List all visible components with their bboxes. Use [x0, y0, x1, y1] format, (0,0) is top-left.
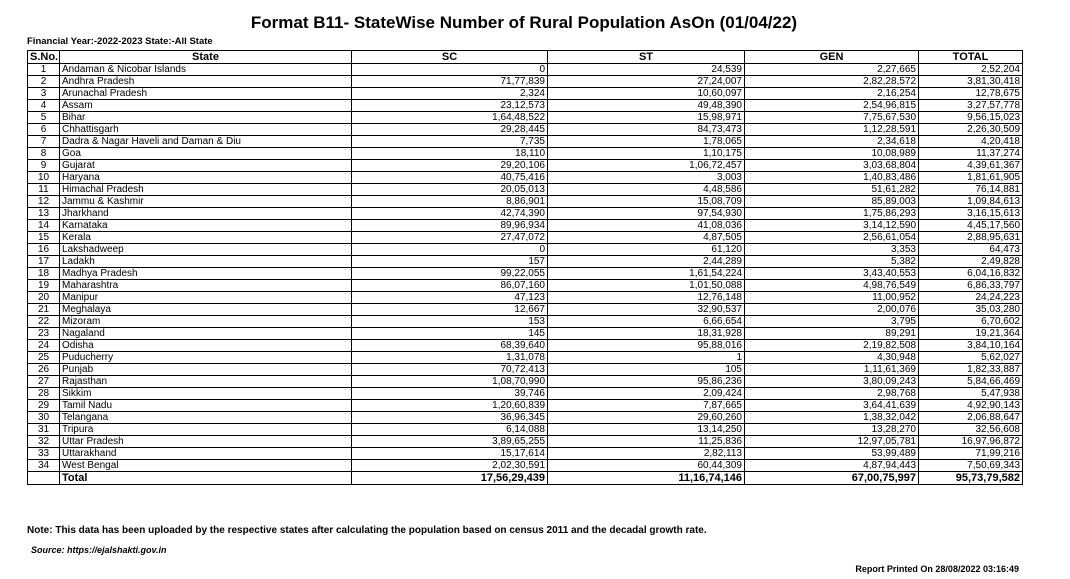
gen-cell: 1,38,32,042 [745, 412, 919, 424]
table-row [28, 424, 1023, 436]
report-printed-timestamp: Report Printed On 28/08/2022 03:16:49 [855, 564, 1019, 574]
sno-cell: 11 [28, 184, 60, 196]
sc-cell: 8,86,901 [352, 196, 548, 208]
gen-cell: 2,56,61,054 [745, 232, 919, 244]
gen-cell: 1,40,83,486 [745, 172, 919, 184]
sc-cell: 23,12,573 [352, 100, 548, 112]
table-row [28, 448, 1023, 460]
st-cell: 49,48,390 [548, 100, 745, 112]
sno-cell: 6 [28, 124, 60, 136]
sc-cell: 157 [352, 256, 548, 268]
sno-cell: 23 [28, 328, 60, 340]
sno-cell: 2 [28, 76, 60, 88]
table-row [28, 460, 1023, 472]
gen-cell: 7,75,67,530 [745, 112, 919, 124]
sc-cell: 39,746 [352, 388, 548, 400]
st-cell: 4,48,586 [548, 184, 745, 196]
st-cell: 32,90,537 [548, 304, 745, 316]
state-cell: Haryana [60, 172, 352, 184]
table-row [28, 124, 1023, 136]
st-cell: 1,61,54,224 [548, 268, 745, 280]
table-row [28, 304, 1023, 316]
table-header-row [28, 51, 1023, 64]
sno-cell: 34 [28, 460, 60, 472]
total-cell: 6,86,33,797 [919, 280, 1023, 292]
gen-cell: 2,98,768 [745, 388, 919, 400]
table-row [28, 76, 1023, 88]
sc-cell: 1,31,078 [352, 352, 548, 364]
state-cell: Karnataka [60, 220, 352, 232]
sno-cell: 30 [28, 412, 60, 424]
table-row [28, 184, 1023, 196]
total-cell: 4,20,418 [919, 136, 1023, 148]
table-row [28, 292, 1023, 304]
sc-cell: 99,22,055 [352, 268, 548, 280]
gen-cell: 4,87,94,443 [745, 460, 919, 472]
table-row [28, 64, 1023, 76]
st-cell: 61,120 [548, 244, 745, 256]
total-cell: 19,21,364 [919, 328, 1023, 340]
total-total-cell: 95,73,79,582 [919, 472, 1023, 485]
sc-cell: 0 [352, 244, 548, 256]
st-cell: 24,539 [548, 64, 745, 76]
st-cell: 27,24,007 [548, 76, 745, 88]
total-cell: 71,99,216 [919, 448, 1023, 460]
sno-cell: 17 [28, 256, 60, 268]
gen-cell: 4,98,76,549 [745, 280, 919, 292]
sno-cell: 22 [28, 316, 60, 328]
state-cell: Himachal Pradesh [60, 184, 352, 196]
state-cell: Puducherry [60, 352, 352, 364]
st-cell: 3,003 [548, 172, 745, 184]
gen-cell: 2,19,82,508 [745, 340, 919, 352]
sno-cell: 14 [28, 220, 60, 232]
sc-cell: 71,77,839 [352, 76, 548, 88]
gen-cell: 85,89,003 [745, 196, 919, 208]
table-row [28, 100, 1023, 112]
table-row [28, 316, 1023, 328]
state-cell: Ladakh [60, 256, 352, 268]
sno-cell: 18 [28, 268, 60, 280]
state-cell: Dadra & Nagar Haveli and Daman & Diu [60, 136, 352, 148]
gen-cell: 3,03,68,804 [745, 160, 919, 172]
sno-cell: 28 [28, 388, 60, 400]
st-cell: 15,98,971 [548, 112, 745, 124]
state-cell: Goa [60, 148, 352, 160]
st-cell: 13,14,250 [548, 424, 745, 436]
total-st-cell: 11,16,74,146 [548, 472, 745, 485]
report-source: Source: https://ejalshakti.gov.in [31, 545, 167, 555]
gen-cell: 2,82,28,572 [745, 76, 919, 88]
state-cell: Maharashtra [60, 280, 352, 292]
st-cell: 1,06,72,457 [548, 160, 745, 172]
total-cell: 64,473 [919, 244, 1023, 256]
sc-cell: 0 [352, 64, 548, 76]
sc-cell: 1,08,70,990 [352, 376, 548, 388]
sno-cell: 12 [28, 196, 60, 208]
state-cell: Odisha [60, 340, 352, 352]
total-cell: 2,26,30,509 [919, 124, 1023, 136]
sno-cell: 3 [28, 88, 60, 100]
sno-cell: 10 [28, 172, 60, 184]
total-cell: 7,50,69,343 [919, 460, 1023, 472]
table-row [28, 196, 1023, 208]
sc-cell: 145 [352, 328, 548, 340]
sno-cell: 5 [28, 112, 60, 124]
sc-cell: 68,39,640 [352, 340, 548, 352]
total-cell: 3,16,15,613 [919, 208, 1023, 220]
sno-cell: 31 [28, 424, 60, 436]
sno-cell: 7 [28, 136, 60, 148]
total-cell: 24,24,223 [919, 292, 1023, 304]
table-total-row [28, 472, 1023, 485]
total-cell: 32,56,608 [919, 424, 1023, 436]
st-cell: 95,88,016 [548, 340, 745, 352]
sc-cell: 1,64,48,522 [352, 112, 548, 124]
table-row [28, 136, 1023, 148]
gen-cell: 3,64,41,639 [745, 400, 919, 412]
total-cell: 16,97,96,872 [919, 436, 1023, 448]
state-cell: Tamil Nadu [60, 400, 352, 412]
state-cell: Gujarat [60, 160, 352, 172]
table-row [28, 364, 1023, 376]
sc-cell: 86,07,160 [352, 280, 548, 292]
total-cell: 6,04,16,832 [919, 268, 1023, 280]
st-cell: 2,09,424 [548, 388, 745, 400]
total-label-cell: Total [60, 472, 352, 485]
total-cell: 12,78,675 [919, 88, 1023, 100]
state-cell: Mizoram [60, 316, 352, 328]
total-cell: 2,49,828 [919, 256, 1023, 268]
gen-cell: 3,353 [745, 244, 919, 256]
state-cell: Chhattisgarh [60, 124, 352, 136]
state-cell: Rajasthan [60, 376, 352, 388]
sno-cell: 24 [28, 340, 60, 352]
table-row [28, 112, 1023, 124]
state-cell: Manipur [60, 292, 352, 304]
sno-cell: 9 [28, 160, 60, 172]
sc-cell: 1,20,60,839 [352, 400, 548, 412]
sno-cell: 25 [28, 352, 60, 364]
state-cell: Assam [60, 100, 352, 112]
sc-cell: 15,17,614 [352, 448, 548, 460]
report-title: Format B11- StateWise Number of Rural Population AsOn (01/04/22) [250, 13, 798, 32]
total-cell: 76,14,881 [919, 184, 1023, 196]
sno-cell: 4 [28, 100, 60, 112]
st-cell: 1,78,065 [548, 136, 745, 148]
gen-cell: 1,12,28,591 [745, 124, 919, 136]
sc-cell: 27,47,072 [352, 232, 548, 244]
header-gen: GEN [745, 51, 919, 64]
st-cell: 105 [548, 364, 745, 376]
sc-cell: 12,667 [352, 304, 548, 316]
sno-cell: 16 [28, 244, 60, 256]
state-cell: Nagaland [60, 328, 352, 340]
st-cell: 4,87,505 [548, 232, 745, 244]
total-cell: 3,27,57,778 [919, 100, 1023, 112]
total-cell: 5,62,027 [919, 352, 1023, 364]
state-cell: Uttar Pradesh [60, 436, 352, 448]
total-cell: 3,81,30,418 [919, 76, 1023, 88]
st-cell: 6,66,654 [548, 316, 745, 328]
state-cell: Kerala [60, 232, 352, 244]
st-cell: 95,86,236 [548, 376, 745, 388]
gen-cell: 89,291 [745, 328, 919, 340]
gen-cell: 2,54,96,815 [745, 100, 919, 112]
header-state: State [60, 51, 352, 64]
header-st: ST [548, 51, 745, 64]
state-cell: West Bengal [60, 460, 352, 472]
sc-cell: 6,14,088 [352, 424, 548, 436]
total-sc-cell: 17,56,29,439 [352, 472, 548, 485]
sc-cell: 20,05,013 [352, 184, 548, 196]
st-cell: 1 [548, 352, 745, 364]
table-row [28, 280, 1023, 292]
total-cell: 6,70,602 [919, 316, 1023, 328]
table-row [28, 436, 1023, 448]
table-row [28, 268, 1023, 280]
gen-cell: 3,80,09,243 [745, 376, 919, 388]
table-row [28, 88, 1023, 100]
sc-cell: 18,110 [352, 148, 548, 160]
st-cell: 12,76,148 [548, 292, 745, 304]
gen-cell: 2,00,076 [745, 304, 919, 316]
sno-cell: 19 [28, 280, 60, 292]
sc-cell: 2,324 [352, 88, 548, 100]
table-row [28, 208, 1023, 220]
st-cell: 2,44,289 [548, 256, 745, 268]
st-cell: 11,25,836 [548, 436, 745, 448]
total-cell: 4,92,90,143 [919, 400, 1023, 412]
population-table [27, 50, 1023, 485]
sc-cell: 47,123 [352, 292, 548, 304]
total-cell: 2,06,88,647 [919, 412, 1023, 424]
total-cell: 1,82,33,887 [919, 364, 1023, 376]
sc-cell: 7,735 [352, 136, 548, 148]
state-cell: Uttarakhand [60, 448, 352, 460]
table-row [28, 412, 1023, 424]
sno-cell: 20 [28, 292, 60, 304]
total-cell: 3,84,10,164 [919, 340, 1023, 352]
total-cell: 4,39,61,367 [919, 160, 1023, 172]
sc-cell: 89,96,934 [352, 220, 548, 232]
total-cell: 2,88,95,631 [919, 232, 1023, 244]
gen-cell: 12,97,05,781 [745, 436, 919, 448]
gen-cell: 5,382 [745, 256, 919, 268]
total-cell: 11,37,274 [919, 148, 1023, 160]
sno-cell: 21 [28, 304, 60, 316]
sno-cell: 1 [28, 64, 60, 76]
total-gen-cell: 67,00,75,997 [745, 472, 919, 485]
sno-cell: 29 [28, 400, 60, 412]
gen-cell: 3,43,40,553 [745, 268, 919, 280]
table-row [28, 376, 1023, 388]
gen-cell: 2,34,618 [745, 136, 919, 148]
total-cell: 5,47,938 [919, 388, 1023, 400]
state-cell: Andhra Pradesh [60, 76, 352, 88]
sno-cell: 33 [28, 448, 60, 460]
st-cell: 41,08,036 [548, 220, 745, 232]
sc-cell: 29,28,445 [352, 124, 548, 136]
total-cell: 1,09,84,613 [919, 196, 1023, 208]
gen-cell: 1,11,61,369 [745, 364, 919, 376]
table-row [28, 352, 1023, 364]
total-cell: 1,81,61,905 [919, 172, 1023, 184]
gen-cell: 13,28,270 [745, 424, 919, 436]
sno-cell: 8 [28, 148, 60, 160]
state-cell: Lakshadweep [60, 244, 352, 256]
gen-cell: 2,27,665 [745, 64, 919, 76]
sc-cell: 42,74,390 [352, 208, 548, 220]
total-cell: 5,84,66,469 [919, 376, 1023, 388]
sno-cell: 27 [28, 376, 60, 388]
total-cell: 9,56,15,023 [919, 112, 1023, 124]
report-note: Note: This data has been uploaded by the respective states after calculating the population based on census 2011 and the decadal growth rate. [27, 525, 707, 536]
sc-cell: 153 [352, 316, 548, 328]
table-row [28, 232, 1023, 244]
total-cell: 35,03,280 [919, 304, 1023, 316]
gen-cell: 2,16,254 [745, 88, 919, 100]
header-total: TOTAL [919, 51, 1023, 64]
st-cell: 1,01,50,088 [548, 280, 745, 292]
gen-cell: 4,30,948 [745, 352, 919, 364]
gen-cell: 11,00,952 [745, 292, 919, 304]
table-row [28, 340, 1023, 352]
sno-cell: 32 [28, 436, 60, 448]
state-cell: Meghalaya [60, 304, 352, 316]
sc-cell: 3,89,65,255 [352, 436, 548, 448]
state-cell: Telangana [60, 412, 352, 424]
sc-cell: 29,20,106 [352, 160, 548, 172]
state-cell: Madhya Pradesh [60, 268, 352, 280]
state-cell: Bihar [60, 112, 352, 124]
sno-cell: 13 [28, 208, 60, 220]
total-cell: 2,52,204 [919, 64, 1023, 76]
gen-cell: 53,99,489 [745, 448, 919, 460]
state-cell: Jammu & Kashmir [60, 196, 352, 208]
table-row [28, 160, 1023, 172]
st-cell: 10,60,097 [548, 88, 745, 100]
table-row [28, 244, 1023, 256]
state-cell: Jharkhand [60, 208, 352, 220]
sc-cell: 36,96,345 [352, 412, 548, 424]
state-cell: Andaman & Nicobar Islands [60, 64, 352, 76]
table-row [28, 148, 1023, 160]
st-cell: 18,31,928 [548, 328, 745, 340]
st-cell: 60,44,309 [548, 460, 745, 472]
st-cell: 7,87,665 [548, 400, 745, 412]
sc-cell: 70,72,413 [352, 364, 548, 376]
sc-cell: 2,02,30,591 [352, 460, 548, 472]
total-sno-cell [28, 472, 60, 485]
sno-cell: 15 [28, 232, 60, 244]
table-row [28, 388, 1023, 400]
st-cell: 97,54,930 [548, 208, 745, 220]
gen-cell: 51,61,282 [745, 184, 919, 196]
table-row [28, 256, 1023, 268]
header-sno: S.No. [28, 51, 60, 64]
gen-cell: 3,14,12,590 [745, 220, 919, 232]
report-subtitle: Financial Year:-2022-2023 State:-All State [27, 36, 213, 47]
table-row [28, 172, 1023, 184]
header-sc: SC [352, 51, 548, 64]
st-cell: 29,60,260 [548, 412, 745, 424]
gen-cell: 1,75,86,293 [745, 208, 919, 220]
gen-cell: 3,795 [745, 316, 919, 328]
state-cell: Tripura [60, 424, 352, 436]
st-cell: 2,82,113 [548, 448, 745, 460]
st-cell: 84,73,473 [548, 124, 745, 136]
sc-cell: 40,75,416 [352, 172, 548, 184]
gen-cell: 10,08,989 [745, 148, 919, 160]
total-cell: 4,45,17,560 [919, 220, 1023, 232]
state-cell: Punjab [60, 364, 352, 376]
sno-cell: 26 [28, 364, 60, 376]
state-cell: Sikkim [60, 388, 352, 400]
st-cell: 1,10,175 [548, 148, 745, 160]
table-row [28, 220, 1023, 232]
table-row [28, 400, 1023, 412]
table-row [28, 328, 1023, 340]
state-cell: Arunachal Pradesh [60, 88, 352, 100]
st-cell: 15,08,709 [548, 196, 745, 208]
